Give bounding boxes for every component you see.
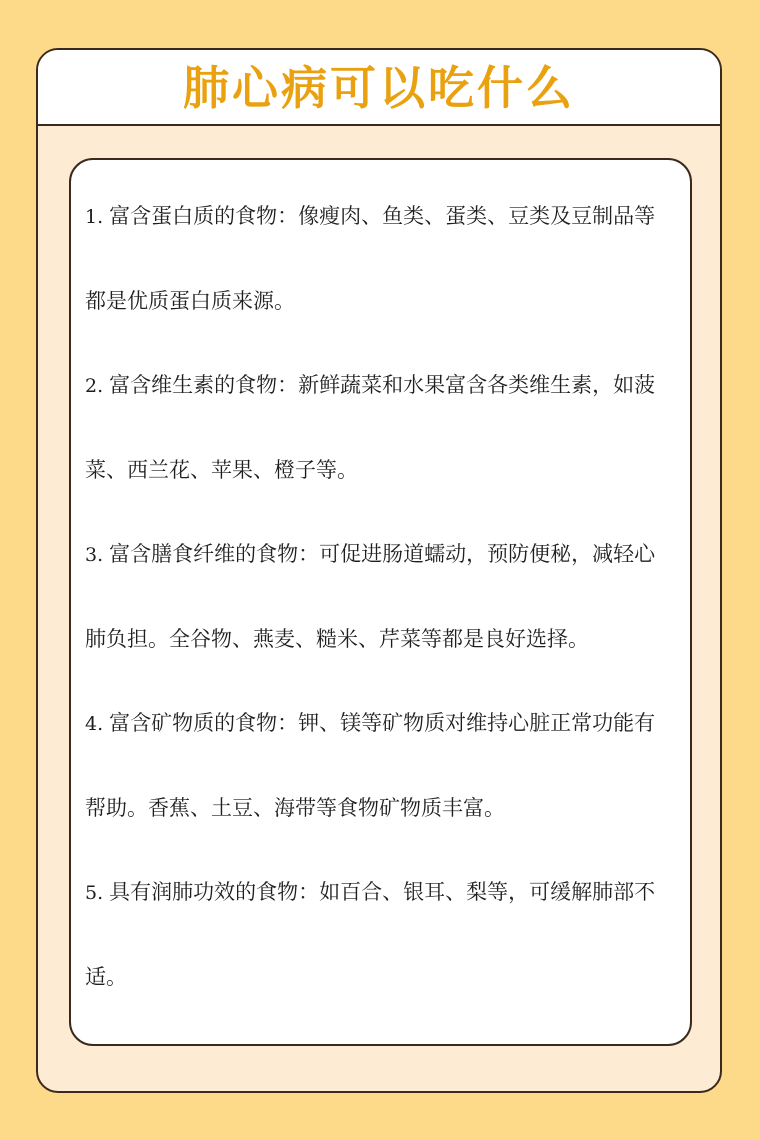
item-text: 富含维生素的食物：新鲜蔬菜和水果富含各类维生素，如菠菜、西兰花、苹果、橙子等。 xyxy=(85,373,656,482)
item-number: 4. xyxy=(85,713,110,735)
list-item-4 xyxy=(85,681,674,850)
page-title: 肺心病可以吃什么 xyxy=(183,61,575,115)
content-box xyxy=(69,158,692,1046)
item-number: 3. xyxy=(85,544,110,566)
item-text: 具有润肺功效的食物：如百合、银耳、梨等，可缓解肺部不适。 xyxy=(85,880,656,989)
title-bar xyxy=(38,50,720,126)
item-text: 富含矿物质的食物：钾、镁等矿物质对维持心脏正常功能有帮助。香蕉、土豆、海带等食物矿物质丰富。 xyxy=(85,711,656,820)
item-text: 富含蛋白质的食物：像瘦肉、鱼类、蛋类、豆类及豆制品等都是优质蛋白质来源。 xyxy=(85,204,656,313)
list-item-5 xyxy=(85,850,674,1019)
list-item-3 xyxy=(85,512,674,681)
list-item-2 xyxy=(85,343,674,512)
item-number: 5. xyxy=(85,882,110,904)
item-number: 1. xyxy=(85,206,110,228)
list-item-1 xyxy=(85,174,674,343)
article-card xyxy=(36,48,722,1093)
item-number: 2. xyxy=(85,375,110,397)
item-text: 富含膳食纤维的食物：可促进肠道蠕动，预防便秘，减轻心肺负担。全谷物、燕麦、糙米、芹菜等都是良好选择。 xyxy=(85,542,656,651)
